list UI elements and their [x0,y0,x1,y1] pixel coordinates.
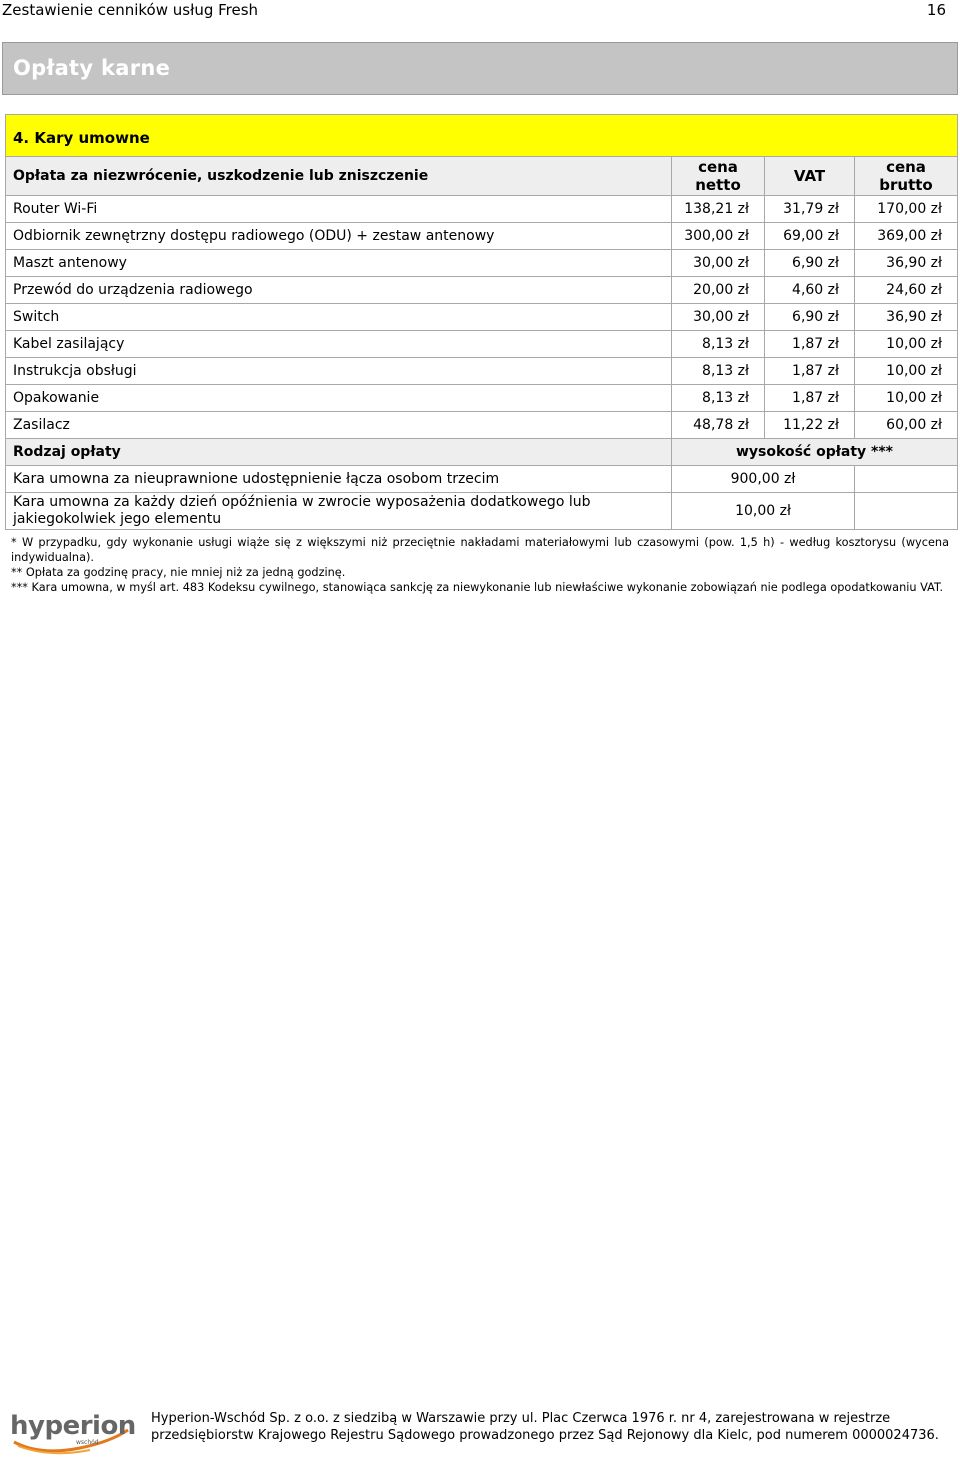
item-netto: 20,00 zł [672,277,765,304]
item-brutto: 60,00 zł [855,412,958,439]
footnotes [11,535,949,595]
fee-empty-cell [855,493,958,530]
item-brutto: 36,90 zł [855,250,958,277]
item-name: Odbiornik zewnętrzny dostępu radiowego (ODU) + zestaw antenowy [6,223,672,250]
item-brutto: 10,00 zł [855,358,958,385]
item-netto: 138,21 zł [672,196,765,223]
fee-row [6,466,958,493]
footnote: * W przypadku, gdy wykonanie usługi wiąże się z większymi niż przeciętnie nakładami materiałowymi lub czasowymi (pow. 1,5 h) - według kosztorysu (wycena indywidualna). [11,536,949,564]
col-header-brutto: cena brutto [855,157,958,196]
item-netto: 300,00 zł [672,223,765,250]
item-vat: 4,60 zł [765,277,855,304]
item-brutto: 10,00 zł [855,385,958,412]
page-number: 16 [926,1,946,19]
item-netto: 8,13 zł [672,385,765,412]
item-name: Przewód do urządzenia radiowego [6,277,672,304]
table-heading: Opłata za niezwrócenie, uszkodzenie lub zniszczenie [6,157,672,196]
table-row [6,196,958,223]
item-vat: 6,90 zł [765,304,855,331]
table-row [6,385,958,412]
item-name: Router Wi-Fi [6,196,672,223]
section-banner [2,42,958,95]
item-netto: 8,13 zł [672,358,765,385]
table-row [6,223,958,250]
fee-row [6,493,958,530]
fee-empty-cell [855,466,958,493]
table-row [6,412,958,439]
item-name: Opakowanie [6,385,672,412]
footnote: ** Opłata za godzinę pracy, nie mniej niż za jedną godzinę. [11,566,346,579]
item-name: Zasilacz [6,412,672,439]
table-header-row [6,157,958,196]
footnote: *** Kara umowna, w myśl art. 483 Kodeksu cywilnego, stanowiąca sankcję za niewykonanie lub niewłaściwe wykonanie zobowiązań nie podlega opodatkowaniu VAT. [11,581,944,594]
document-title: Zestawienie cenników usług Fresh [2,1,259,19]
item-brutto: 369,00 zł [855,223,958,250]
item-netto: 30,00 zł [672,304,765,331]
item-vat: 1,87 zł [765,331,855,358]
col-header-vat: VAT [765,157,855,196]
item-vat: 6,90 zł [765,250,855,277]
fees-header-row [6,439,958,466]
company-info-line: Hyperion-Wschód Sp. z o.o. z siedzibą w Warszawie przy ul. Plac Czerwca 1976 r. nr 4, zarejestrowana w rejestrze [151,1411,891,1426]
company-info [151,1410,945,1444]
item-netto: 30,00 zł [672,250,765,277]
table-row [6,277,958,304]
fee-name: Kara umowna za nieuprawnione udostępnienie łącza osobom trzecim [6,466,672,493]
item-vat: 1,87 zł [765,358,855,385]
page-footer [0,1398,960,1458]
table-row [6,358,958,385]
page-header [2,0,958,20]
company-logo [10,1408,135,1456]
banner-title: Opłaty karne [13,56,171,80]
item-name: Maszt antenowy [6,250,672,277]
item-name: Kabel zasilający [6,331,672,358]
col-header-netto: cena netto [672,157,765,196]
item-brutto: 24,60 zł [855,277,958,304]
logo-subtext: wschód [76,1439,99,1446]
penalty-fees-table [5,114,958,530]
fee-amount: 900,00 zł [672,466,855,493]
company-info-line: przedsiębiorstw Krajowego Rejestru Sądowego prowadzonego przez Sąd Rejonowy dla Kielc, pod numerem 0000024736. [151,1428,939,1443]
section-title: 4. Kary umowne [6,115,958,157]
item-name: Instrukcja obsługi [6,358,672,385]
item-netto: 8,13 zł [672,331,765,358]
item-name: Switch [6,304,672,331]
table-row [6,331,958,358]
fees-amount-heading: wysokość opłaty *** [672,439,958,466]
item-brutto: 170,00 zł [855,196,958,223]
item-vat: 31,79 zł [765,196,855,223]
fee-amount: 10,00 zł [672,493,855,530]
logo-text: hyperion [10,1411,136,1441]
fee-name: Kara umowna za każdy dzień opóźnienia w zwrocie wyposażenia dodatkowego lub jakiegokolwiek jego elementu [6,493,672,530]
item-brutto: 10,00 zł [855,331,958,358]
fees-heading: Rodzaj opłaty [6,439,672,466]
item-vat: 11,22 zł [765,412,855,439]
item-netto: 48,78 zł [672,412,765,439]
table-row [6,304,958,331]
item-brutto: 36,90 zł [855,304,958,331]
item-vat: 1,87 zł [765,385,855,412]
item-vat: 69,00 zł [765,223,855,250]
table-row [6,250,958,277]
